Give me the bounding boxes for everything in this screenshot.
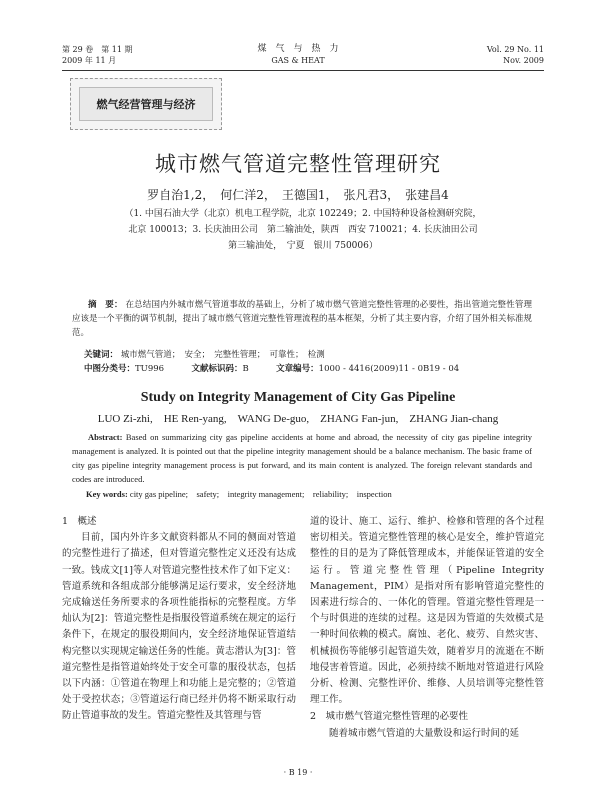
header-rule xyxy=(62,70,544,71)
article-no-value: 1000 - 4416(2009)11 - 0B19 - 04 xyxy=(318,364,460,374)
paper-title-cn: 城市燃气管道完整性管理研究 xyxy=(155,152,441,176)
body-right-column xyxy=(310,514,544,742)
clc-label: 中图分类号： xyxy=(84,364,136,374)
keywords-cn-text: 城市燃气管道； 安全； 完整性管理； 可靠性； 检测 xyxy=(120,350,325,360)
keywords-cn xyxy=(84,348,524,362)
section-label-box xyxy=(70,78,222,130)
body-paragraph: 道的设计、施工、运行、维护、检修和管理的各个过程密切相关。管道完整性管理的核心是安全，维护管道完整性的目的是为了降低管理成本，并能保证管道的安全运行。管道完整性管理（Pipeline Integrity Management，PIM）是指对所有影响管道完整性的因素进行综合的、一体化的管理。管道完整性管理是一个与时俱进的连续的过程。这是因为管道的失效模式是一种时间依赖的模式。腐蚀、老化、疲劳、自然灾害、机械损伤等能够引起管道失效，随着岁月的流逝在不断地侵害着管道。因此，必须持续不断地对管道进行风险分析、检测、完整性评价、维修、人员培训等完整性管理工作。 xyxy=(310,516,544,706)
abstract-en-label: Abstract: xyxy=(88,432,123,442)
body-paragraph: 目前，国内外许多文献资料都从不同的侧面对管道的完整性进行了描述，但对管道完整性定义还没有达成一致。钱成文[1]等人对管道完整性技术作了如下定义：管道系统和各组成部分能够满足运行要求，安全经济地完成输送任务所要求的各项性能指标的完整程度。方华灿认为[2]：管道完整性是指服役管道系统在规定的运行条件下，在规定的服役期间内，安全经济地保证管道结构完整以实现规定输送任务的性能。黄志潜认为[3]：管道完整性是指管道始终处于安全可靠的服役状态，包括以下内涵：①管道在物理上和功能上是完整的；②管道处于受控状态；③管道运行商已经并仍将不断采取行动防止管道事故的发生。管道完整性及其管理与管 xyxy=(62,532,296,722)
header-left-line1: 第 29 卷 第 11 期 xyxy=(62,45,133,54)
section-label-inner xyxy=(79,87,213,121)
authors-cn: 罗自治1,2， 何仁洋2， 王德国1， 张凡君3， 张建昌4 xyxy=(147,188,449,202)
body-left-column xyxy=(62,514,296,725)
abstract-en xyxy=(72,430,532,486)
header-right-line1: Vol. 29 No. 11 xyxy=(486,45,544,54)
section-1-heading: 1 概述 xyxy=(62,516,97,527)
authors-en: LUO Zi-zhi, HE Ren-yang, WANG De-guo, ZHANG Fan-jun, ZHANG Jian-chang xyxy=(97,413,499,425)
section-2-heading: 2 城市燃气管道完整性管理的必要性 xyxy=(310,711,469,723)
affiliations-cn xyxy=(80,206,526,254)
doc-code-value: B xyxy=(242,364,249,374)
abstract-cn-label: 摘 要： xyxy=(88,300,123,310)
header-right-line2: Nov. 2009 xyxy=(503,56,544,65)
header-center-line1: 煤 气 与 热 力 xyxy=(257,44,339,54)
affiliation-line: 第三输油处， 宁夏 银川 750006） xyxy=(228,241,378,251)
section-label: 燃气经营管理与经济 xyxy=(96,98,196,111)
doc-code-label: 文献标识码： xyxy=(191,364,243,374)
keywords-en xyxy=(86,488,392,500)
affiliation-line: 北京 100013；3. 长庆油田公司 第二输油处，陕西 西安 710021；4. 长庆油田公司 xyxy=(128,225,478,235)
journal-volume-info-en xyxy=(487,44,544,66)
abstract-cn xyxy=(72,298,532,340)
page-number: · B 19 · xyxy=(283,768,313,777)
header-left-line2: 2009 年 11 月 xyxy=(62,56,117,65)
clc-value: TU996 xyxy=(135,364,165,374)
article-no-label: 文章编号： xyxy=(276,364,319,374)
affiliation-line: （1. 中国石油大学（北京）机电工程学院，北京 102249；2. 中国特种设备检测研究院， xyxy=(124,209,482,219)
abstract-en-text: Based on summarizing city gas pipeline accidents at home and abroad, the necessity of city gas pipeline integrity management is analyzed. It is pointed out that the pipeline integrity management should be a balance mechanism. The basic frame of city gas pipeline integrity management process is put forward, and its main content is analyzed. The foreign relevant standards and codes are introduced. xyxy=(72,432,533,484)
paper-title-en: Study on Integrity Management of City Gas Pipeline xyxy=(140,390,456,405)
classification-line xyxy=(84,362,524,376)
body-paragraph: 随着城市燃气管道的大量敷设和运行时间的延 xyxy=(329,727,520,739)
abstract-cn-text: 在总结国内外城市燃气管道事故的基础上，分析了城市燃气管道完整性管理的必要性，指出管道完整性管理应该是一个平衡的调节机制，提出了城市燃气管道完整性管理流程的基本框架，分析了其主要内容，介绍了国外相关标准规范。 xyxy=(72,300,532,338)
keywords-cn-label: 关键词： xyxy=(84,350,119,360)
keywords-en-label: Key words: xyxy=(86,489,128,499)
header-center-line2: GAS & HEAT xyxy=(271,56,325,65)
keywords-en-text: city gas pipeline; safety; integrity management; reliability; inspection xyxy=(129,489,392,499)
